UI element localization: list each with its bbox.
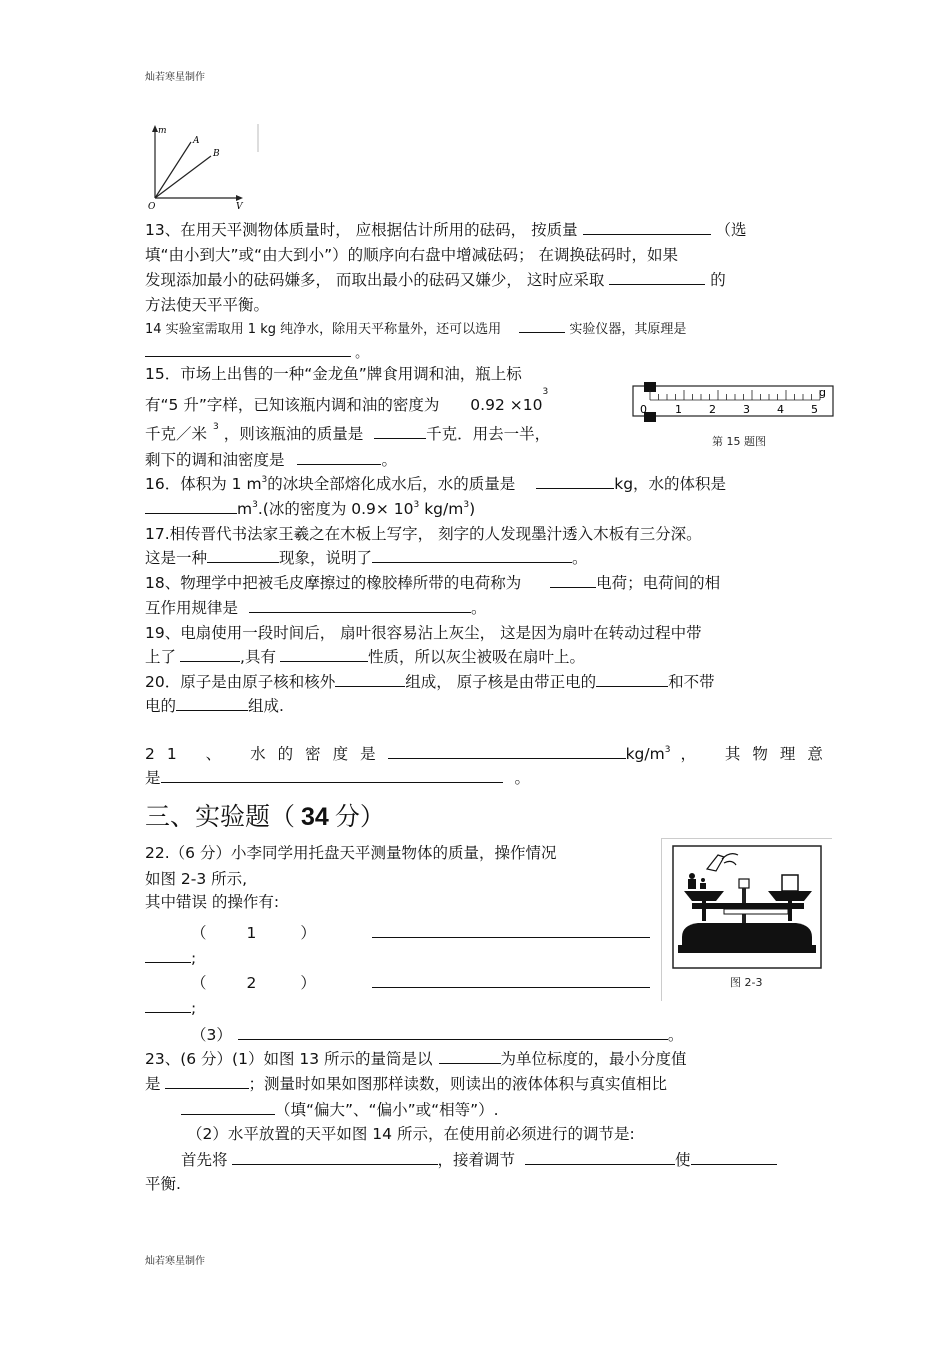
figure-2-3-caption: 图 2-3 [730, 976, 763, 989]
graph-y-label: m [158, 126, 167, 136]
q23-line-5 [145, 1148, 810, 1172]
q15-line-2 [145, 387, 625, 417]
q20-line-2 [145, 694, 810, 718]
q19-blank-1[interactable] [180, 646, 240, 662]
q22-line-3: 其中错误 的操作有: [145, 893, 280, 911]
rider-ruler [630, 380, 840, 424]
q15-line-3 [145, 422, 615, 446]
q22-item-2-open: （ [191, 974, 207, 992]
q17-blank-1[interactable] [207, 547, 279, 563]
q13-line-3 [145, 268, 810, 292]
ruler-tick-2: 2 [709, 403, 716, 416]
q16-text-2a: m [237, 500, 253, 518]
section-3-title-b: 分） [334, 802, 385, 831]
q15-line-4 [145, 448, 615, 472]
q16-text-2b: .(冰的密度为 0.9× 10 [257, 500, 414, 518]
q21-end: 。 [514, 769, 531, 787]
q15-line-1: 15．市场上出售的一种“金龙鱼”牌食用调和油，瓶上标 [145, 365, 522, 383]
q22-blank-2b[interactable] [145, 997, 191, 1013]
q18-end: 。 [470, 599, 487, 617]
q16-exp-4: 3 [463, 500, 470, 510]
ruler-tick-3: 3 [743, 403, 750, 416]
q13-line-1 [145, 218, 810, 242]
q22-blank-2[interactable] [372, 972, 650, 988]
q22-line-1: 22.（6 分）小李同学用托盘天平测量物体的质量，操作情况 [145, 844, 557, 862]
ruler-tick-4: 4 [777, 403, 784, 416]
q15-density: 0.92 ×10 [470, 396, 543, 414]
q21-blank-2[interactable] [161, 767, 503, 783]
ruler-body [633, 386, 833, 416]
q14-line-1 [145, 317, 810, 342]
q21-exp: 3 [664, 745, 671, 755]
section-3-title [145, 800, 385, 834]
q15-figure-caption: 第 15 题图 [712, 435, 766, 448]
q23-text-5c: 使 [675, 1151, 691, 1169]
rider-beam [724, 909, 788, 914]
q16-blank-1[interactable] [536, 473, 614, 489]
q22-blank-3[interactable] [238, 1024, 668, 1040]
q23-blank-3[interactable] [181, 1099, 275, 1115]
q22-item-3 [145, 1023, 810, 1047]
q14-end: 。 [355, 346, 369, 361]
section-3-score: 34 [301, 803, 329, 831]
q18-line-2 [145, 596, 810, 620]
q13-blank-1[interactable] [583, 219, 711, 235]
q15-blank-2[interactable] [297, 449, 381, 465]
q15-text-3b: ，则该瓶油的质量是 [223, 425, 364, 443]
graph-x-arrow [236, 195, 243, 201]
q16-text-2d: ) [469, 500, 476, 518]
mass-volume-graph [145, 122, 265, 212]
graph-origin-label: O [148, 202, 156, 212]
q16-text-1b: 的冰块全部熔化成水后，水的质量是 [267, 475, 516, 493]
q14-blank-1[interactable] [519, 317, 565, 333]
q18-line-1 [145, 571, 810, 595]
object-cube [782, 875, 798, 891]
q13-text-1b: （选 [715, 221, 747, 239]
q23-text-1a: 23、(6 分）(1）如图 13 所示的量筒是以 [145, 1050, 433, 1068]
q13-line-2: 填“由小到大”或“由大到小”）的顺序向右盘中增减砝码； 在调换砝码时，如果 [145, 246, 679, 264]
balance-illustration [672, 845, 822, 970]
page-header: 灿若寒星制作 [145, 72, 205, 83]
q16-exp-2: 3 [252, 500, 258, 510]
q15-volume-exp: 3 [213, 422, 219, 432]
q16-line-1 [145, 472, 810, 496]
q21-unit: kg/m [625, 745, 665, 763]
q22-item-2-number: 2 [246, 974, 257, 992]
q15-end: 。 [381, 451, 397, 469]
balance-beam [692, 903, 804, 909]
pointer-scale [739, 879, 749, 888]
q22-item-2 [145, 971, 665, 995]
q23-text-5b: ，接着调节 [437, 1151, 516, 1169]
q23-line-2 [145, 1072, 810, 1096]
q14-text-1b: 实验仪器，其原理是 [569, 322, 687, 337]
q21-blank-1[interactable] [388, 743, 626, 759]
q23-line-4 [145, 1122, 810, 1146]
q18-text-1: 18、物理学中把被毛皮摩擦过的橡胶棒所带的电荷称为 [145, 574, 522, 592]
q19-line-2 [145, 645, 810, 669]
q16-blank-2[interactable] [145, 498, 237, 514]
q22-item-2-close: ） [300, 974, 316, 992]
q17-end: 。 [572, 549, 588, 567]
q16-line-2 [145, 497, 810, 521]
q22-item-3-label: （3） [191, 1026, 232, 1044]
q22-end: 。 [667, 1026, 684, 1044]
balance-plate [678, 945, 816, 953]
q17-line-2 [145, 546, 810, 570]
q18-text-1b: 电荷；电荷间的相 [596, 574, 721, 592]
q18-blank-1[interactable] [550, 572, 596, 588]
q16-exp-1: 3 [261, 475, 268, 485]
q23-text-1b: 为单位标度的，最小分度值 [500, 1050, 687, 1068]
q13-text-3b: 的 [710, 271, 726, 289]
q23-blank-2[interactable] [165, 1073, 249, 1089]
right-pan-post [788, 901, 792, 921]
q13-text-3: 发现添加最小的砝码嫌多， 而取出最小的砝码又嫌少， 这时应采取 [145, 271, 605, 289]
q21-line-1 [145, 742, 835, 766]
q15-text-3: 千克／米 [145, 425, 208, 443]
q23-blank-6[interactable] [691, 1149, 777, 1165]
q20-blank-2[interactable] [596, 671, 668, 687]
q22-item-1 [145, 921, 665, 945]
q23-text-3: （填“偏大”、“偏小”或“相等”）. [275, 1101, 499, 1119]
q22-semicolon-1: ; [191, 949, 197, 967]
q23-blank-4[interactable] [232, 1149, 438, 1165]
q23-line-1 [145, 1047, 810, 1071]
left-pan-post [702, 901, 706, 921]
q19-line-1: 19、电扇使用一段时间后， 扇叶很容易沾上灰尘， 这是因为扇叶在转动过程中带 [145, 624, 702, 642]
q20-text-2a: 电的 [145, 697, 177, 715]
section-3-title-a: 三、实验题（ [145, 802, 296, 831]
graph-label-a: A [193, 136, 200, 146]
q19-text-2a: 上了 [145, 648, 177, 666]
q16-text-1c: kg，水的体积是 [614, 475, 727, 493]
graph-line-b [155, 156, 211, 198]
q16-text-2c: kg/m [419, 500, 464, 518]
q20-text-1b: 组成， 原子核是由带正电的 [405, 673, 597, 691]
ruler-unit: g [819, 386, 826, 399]
q23-text-2a: 是 [145, 1075, 161, 1093]
q22-item-1-open: （ [191, 924, 207, 942]
q17-line-1: 17.相传晋代书法家王羲之在木板上写字， 刻字的人发现墨汁透入木板有三分深。 [145, 525, 702, 543]
graph-x-label: V [236, 202, 243, 212]
q19-text-2c: 性质，所以灰尘被吸在扇叶上。 [367, 648, 585, 666]
q20-blank-1[interactable] [335, 671, 405, 687]
q13-blank-2[interactable] [609, 269, 705, 285]
q13-line-4: 方法使天平平衡。 [145, 296, 270, 314]
q18-text-2: 互作用规律是 [145, 599, 239, 617]
q22-semicolon-2: ; [191, 999, 197, 1017]
q22-item-1-close: ） [300, 924, 316, 942]
q23-blank-1[interactable] [439, 1048, 501, 1064]
q22-item-2-cont [145, 996, 665, 1020]
q16-text-1: 16．体积为 1 m [145, 475, 262, 493]
q20-text-2b: 组成. [248, 697, 284, 715]
q22-item-1-number: 1 [246, 924, 257, 942]
q22-line-2: 如图 2-3 所示, [145, 870, 248, 888]
graph-line-a [155, 142, 191, 198]
q15-density-exp: 3 [542, 387, 549, 397]
q18-blank-2[interactable] [249, 597, 471, 613]
q17-text-2a: 这是一种 [145, 549, 208, 567]
q13-text-1: 13、在用天平测物体质量时， 应根据估计所用的砝码， 按质量 [145, 221, 578, 239]
q21-text-1c: ， 其物理意 [680, 745, 835, 763]
q19-text-2b: ,具有 [240, 648, 276, 666]
q20-line-1 [145, 670, 810, 694]
q21-text-1a: 21 、 水的密度是 [145, 745, 388, 763]
q23-text-5a: 首先将 [181, 1151, 228, 1169]
q17-text-2b: 现象，说明了 [279, 549, 373, 567]
q23-line-3 [145, 1098, 810, 1122]
q14-blank-2[interactable] [145, 341, 351, 357]
q21-line-2 [145, 766, 810, 790]
q20-text-1a: 20．原子是由原子核和核外 [145, 673, 336, 691]
ruler-tick-0: 0 [640, 403, 647, 416]
q14-text-1: 14 实验室需取用 1 kg 纯净水，除用天平称量外，还可以选用 [145, 322, 502, 337]
ruler-tick-1: 1 [675, 403, 682, 416]
q19-blank-2[interactable] [280, 646, 368, 662]
balance-base [682, 923, 812, 945]
q23-blank-5[interactable] [525, 1149, 675, 1165]
ruler-tick-5: 5 [811, 403, 818, 416]
q23-text-2b: ；测量时如果如图那样读数，则读出的液体体积与真实值相比 [248, 1075, 668, 1093]
q20-blank-3[interactable] [176, 695, 248, 711]
q22-item-1-cont [145, 946, 665, 970]
q15-text-3c: 千克．用去一半， [426, 425, 551, 443]
page-footer: 灿若寒星制作 [145, 1256, 205, 1267]
q21-text-2a: 是 [145, 769, 161, 787]
q23-text-4: （2）水平放置的天平如图 14 所示，在使用前必须进行的调节是: [187, 1125, 635, 1143]
q22-blank-1b[interactable] [145, 947, 191, 963]
q15-text-4: 剩下的调和油密度是 [145, 451, 285, 469]
q23-line-6: 平衡. [145, 1175, 181, 1193]
q20-text-1c: 和不带 [668, 673, 715, 691]
q15-text-2: 有“5 升”字样，已知该瓶内调和油的密度为 [145, 396, 440, 414]
q22-blank-1[interactable] [372, 922, 650, 938]
q17-blank-2[interactable] [372, 547, 572, 563]
q16-exp-3: 3 [413, 500, 420, 510]
q15-blank-1[interactable] [374, 423, 426, 439]
graph-label-b: B [213, 149, 220, 159]
